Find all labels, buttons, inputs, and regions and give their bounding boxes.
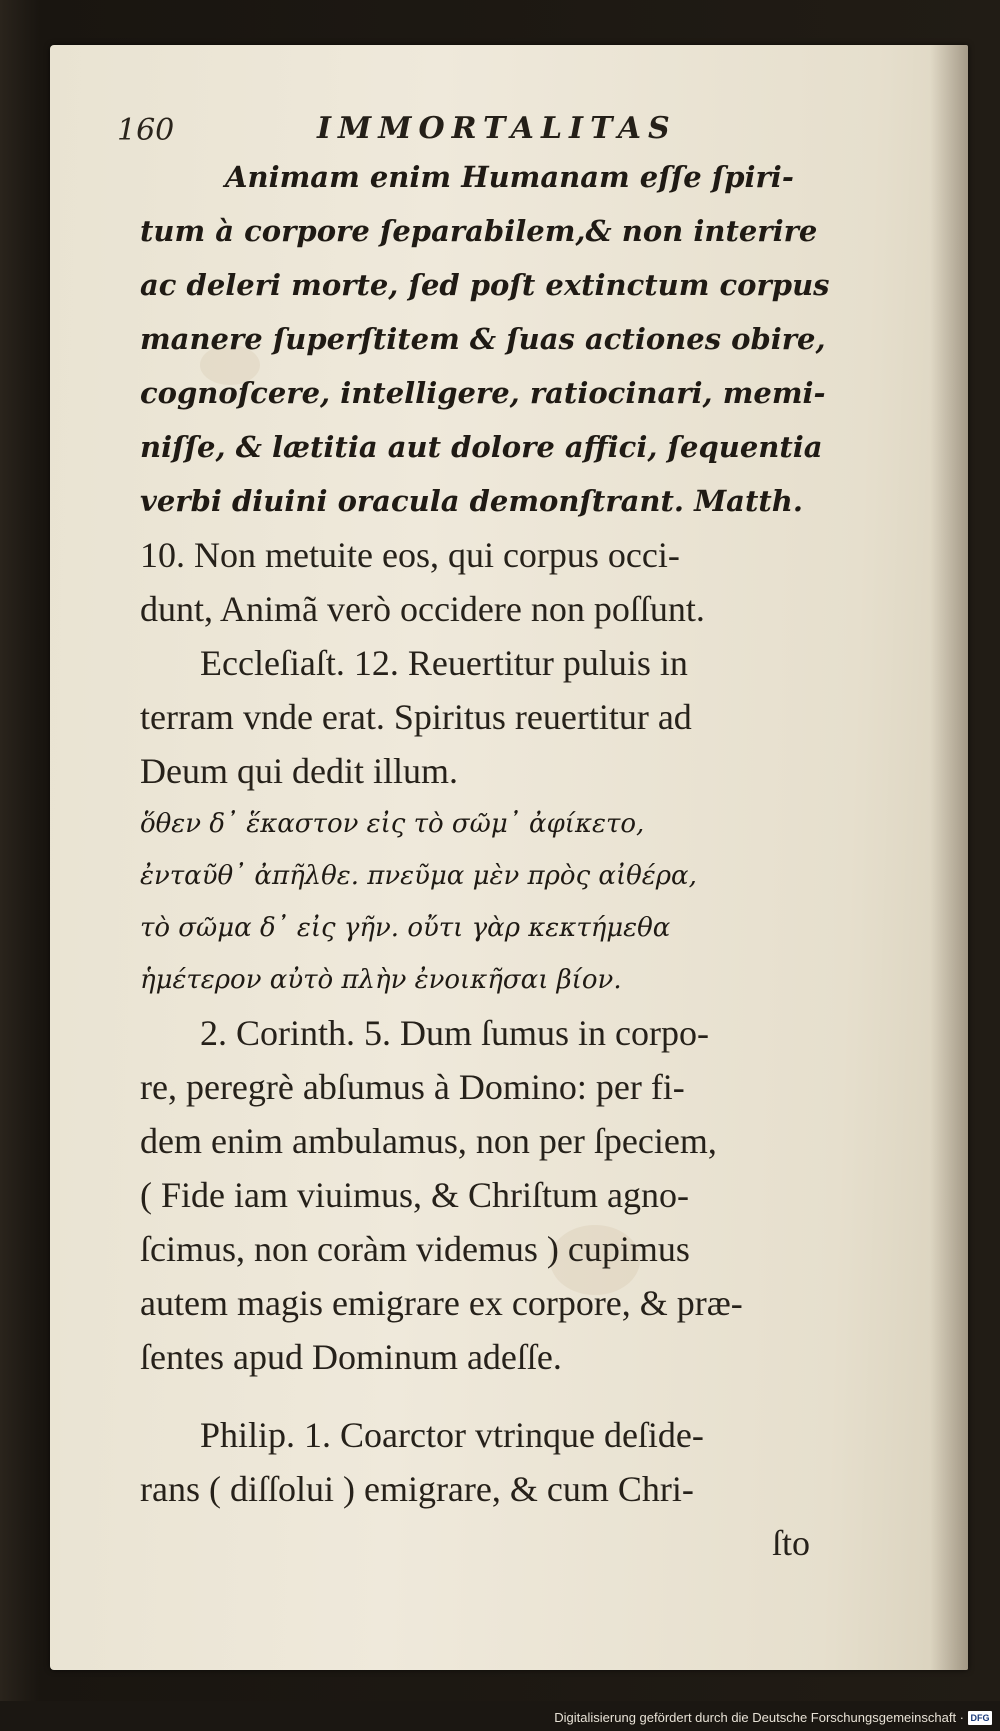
text-line: verbi diuini oracula demonſtrant. Matth. [140, 484, 803, 518]
text-line: 2. Corinth. 5. Dum ſumus in corpo- [200, 1013, 709, 1053]
text-line: ſentes apud Dominum adeſſe. [140, 1337, 562, 1377]
text-line: ( Fide iam viuimus, & Chriſtum agno- [140, 1175, 689, 1215]
text-line: Deum qui dedit illum. [140, 751, 458, 791]
greek-line: ἐνταῦθ᾽ ἀπῆλθε. πνεῦμα μὲν πρὸς αἰθέρα, [140, 861, 697, 891]
book-page [50, 45, 968, 1670]
text-line: 10. Non metuite eos, qui corpus occi- [140, 535, 680, 575]
text-line: dunt, Animã verò occidere non poſſunt. [140, 589, 705, 629]
greek-line: ὅθεν δ᾽ ἕκαστον εἰς τὸ σῶμ᾽ ἀφίκετο, [140, 809, 645, 839]
greek-line: ἡμέτερον αὐτὸ πλὴν ἐνοικῆσαι βίον. [140, 965, 622, 995]
dfg-logo: DFG [968, 1711, 992, 1725]
text-line: dem enim ambulamus, non per ſpeciem, [140, 1121, 717, 1161]
text-line: terram vnde erat. Spiritus reuertitur ad [140, 697, 692, 737]
text-line: Philip. 1. Coarctor vtrinque deſide- [200, 1415, 704, 1455]
running-title: IMMORTALITAS [317, 111, 677, 146]
footer-bar [0, 1701, 1000, 1731]
text-line: tum à corpore ſeparabilem,& non interire [140, 214, 818, 248]
text-line: niſſe, & lætitia aut dolore affici, ſequentia [140, 430, 823, 464]
text-line: re, peregrè abſumus à Domino: per fi- [140, 1067, 685, 1107]
paragraph-gap [140, 1384, 840, 1408]
body-text [140, 150, 840, 1570]
page-number: 160 [117, 113, 175, 148]
text-line: ſcimus, non coràm videmus ) cupimus [140, 1229, 690, 1269]
text-line: ac deleri morte, ſed poſt extinctum corpus [140, 268, 830, 302]
greek-line: τὸ σῶμα δ᾽ εἰς γῆν. οὔτι γὰρ κεκτήμεθα [140, 913, 671, 943]
text-line: autem magis emigrare ex corpore, & præ- [140, 1283, 743, 1323]
catchword: ſto [771, 1523, 810, 1563]
digitization-credit: Digitalisierung gefördert durch die Deutsche Forschungsgemeinschaft · [554, 1710, 964, 1725]
text-line: Animam enim Humanam eſſe ſpiri- [225, 160, 794, 194]
text-line: rans ( diſſolui ) emigrare, & cum Chri- [140, 1469, 694, 1509]
gutter-shadow [930, 45, 968, 1670]
text-line: manere ſuperſtitem & ſuas actiones obire, [140, 322, 826, 356]
text-line: cognoſcere, intelligere, ratiocinari, memi- [140, 376, 826, 410]
text-line: Eccleſiaſt. 12. Reuertitur puluis in [200, 643, 688, 683]
